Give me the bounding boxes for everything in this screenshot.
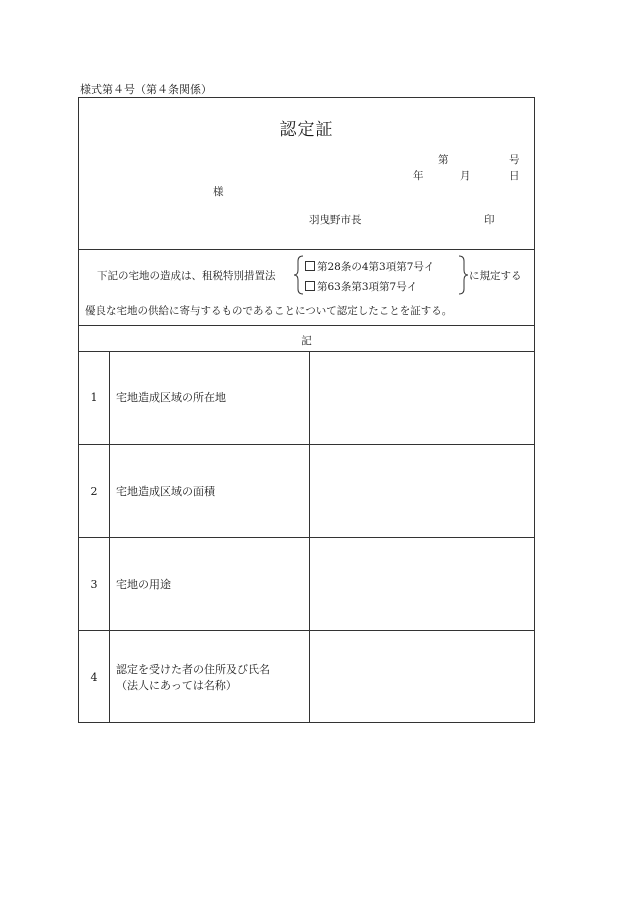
date-month: 月 bbox=[460, 170, 471, 182]
row-2-number: 2 bbox=[90, 485, 98, 498]
table-row-divider bbox=[79, 537, 534, 538]
divider bbox=[79, 249, 534, 250]
left-brace-icon bbox=[293, 255, 305, 295]
row-4-label-note: （法人にあっては名称） bbox=[116, 679, 237, 692]
option-1-checkbox[interactable] bbox=[305, 261, 315, 271]
table-row-divider bbox=[79, 444, 534, 445]
table-row-divider bbox=[79, 630, 534, 631]
statement-option-1 bbox=[305, 259, 434, 274]
statement-line-2: 優良な宅地の供給に寄与するものであることについて認定したことを証する。 bbox=[85, 305, 453, 317]
issuer-name: 羽曳野市長 bbox=[309, 214, 362, 226]
form-number: 様式第４号（第４条関係） bbox=[80, 83, 212, 96]
divider bbox=[79, 325, 534, 326]
row-3-label: 宅地の用途 bbox=[116, 578, 171, 591]
ki-heading: 記 bbox=[301, 335, 312, 347]
document-title: 認定証 bbox=[279, 120, 334, 140]
date-year: 年 bbox=[413, 170, 424, 182]
statement-option-2 bbox=[305, 279, 417, 294]
number-go: 号 bbox=[509, 154, 520, 166]
statement-suffix: に規定する bbox=[469, 270, 522, 282]
number-dai: 第 bbox=[438, 154, 449, 166]
divider bbox=[79, 351, 534, 352]
certificate-frame bbox=[78, 97, 535, 723]
right-brace-icon bbox=[457, 255, 469, 295]
row-1-label: 宅地造成区域の所在地 bbox=[116, 391, 226, 404]
row-1-number: 1 bbox=[90, 391, 98, 404]
option-2-checkbox[interactable] bbox=[305, 281, 315, 291]
statement-prefix: 下記の宅地の造成は、租税特別措置法 bbox=[97, 270, 276, 282]
row-4-label: 認定を受けた者の住所及び氏名 bbox=[116, 663, 270, 676]
row-2-label: 宅地造成区域の面積 bbox=[116, 485, 215, 498]
option-1-text: 第28条の4第3項第7号イ bbox=[317, 261, 435, 273]
seal-mark: 印 bbox=[484, 214, 495, 226]
row-3-number: 3 bbox=[90, 578, 98, 591]
recipient-sama: 様 bbox=[213, 186, 224, 198]
date-day: 日 bbox=[509, 170, 520, 182]
option-2-text: 第63条第3項第7号イ bbox=[317, 281, 418, 293]
row-4-number: 4 bbox=[90, 671, 98, 684]
